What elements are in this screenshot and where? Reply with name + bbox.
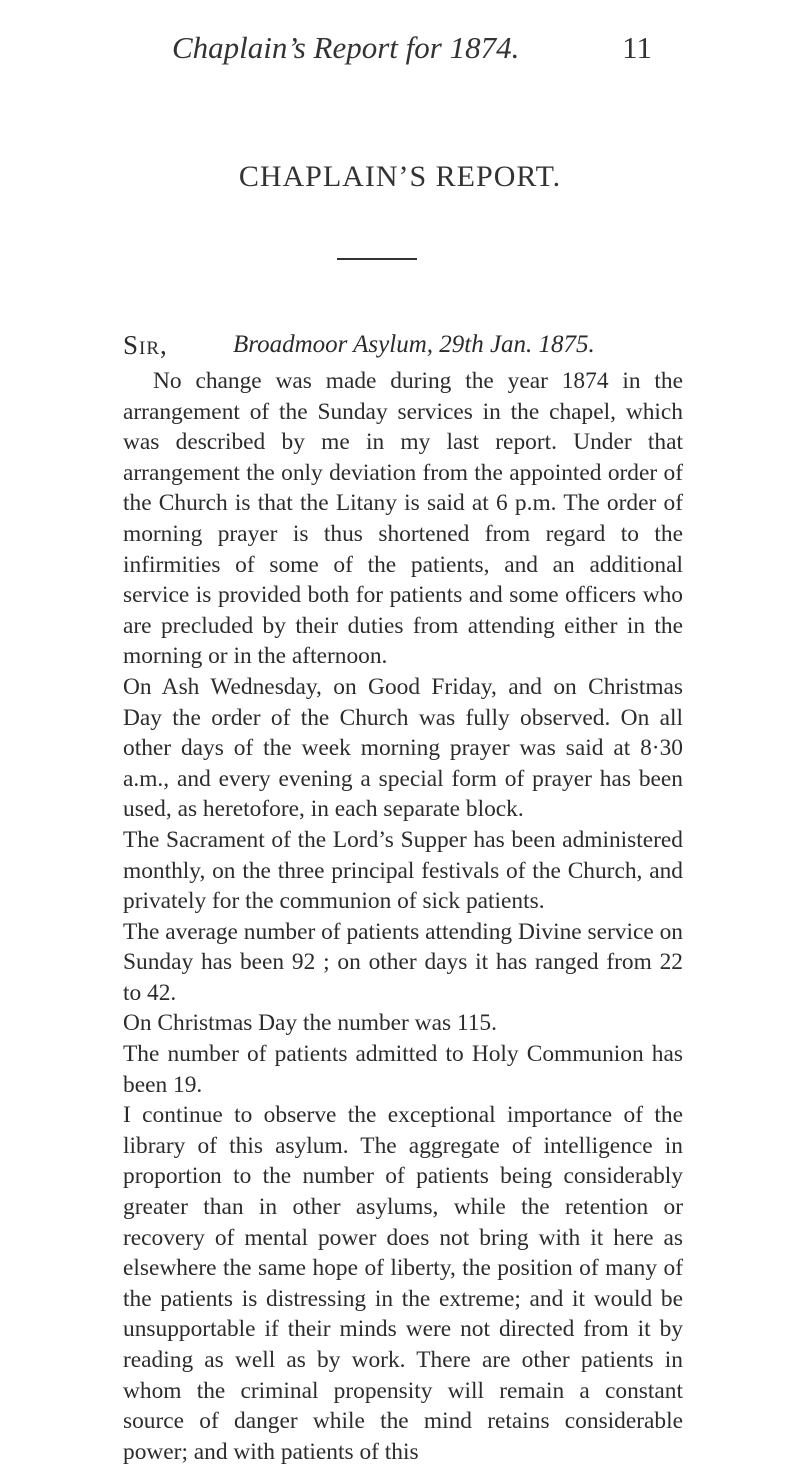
page-number: 11 <box>622 30 652 65</box>
heading-divider <box>337 258 417 260</box>
running-head <box>172 30 652 66</box>
place-and-date: Broadmoor Asylum, 29th Jan. 1875. <box>233 331 595 358</box>
report-body <box>123 366 683 1467</box>
paragraph-2: On Ash Wednesday, on Good Friday, and on Christmas Day the order of the Church was fully observed. On all other days of the week morning prayer was said at 8·30 a.m., and every evening a special form of prayer has been used, as heretofore, in each separate block. <box>123 673 683 823</box>
paragraph-5: On Christmas Day the number was 115. <box>123 1010 497 1037</box>
paragraph-6: The number of patients admitted to Holy Communion has been 19. <box>123 1041 683 1098</box>
paragraph-1: No change was made during the year 1874 in the arrangement of the Sunday services in the chapel, which was described by me in my last report. Under that arrangement the only deviation from the appointed order of the Church is that the Litany is said at 6 p.m. The order of morning prayer is thus shortened from regard to the infirmities of some of the patients, and an additional service is provided both for patients and some officers who are precluded by their duties from attending either in the morning or in the afternoon. <box>123 368 683 670</box>
paragraph-3: The Sacrament of the Lord’s Supper has been administered monthly, on the three principal festivals of the Church, and privately for the communion of sick patients. <box>123 826 683 915</box>
salutation: Sir, <box>123 330 168 360</box>
paragraph-4: The average number of patients attending Divine service on Sunday has been 92 ; on other days it has ranged from 22 to 42. <box>123 918 683 1006</box>
paragraph-7: I continue to observe the exceptional importance of the library of this asylum. The aggregate of intelligence in proportion to the number of patients being considerably greater than in other asylums, while the retention or recovery of mental power does not bring with it here as elsewhere the same hope of liberty, the position of many of the patients is distressing in the extreme; and it would be unsupportable if their minds were not directed from it by reading as well as by work. There are other patients in whom the criminal propensity will remain a constant source of danger while the mind retains considerable power; and with patients of this <box>123 1102 683 1465</box>
dateline-row <box>123 330 683 362</box>
running-head-title: Chaplain’s Report for 1874. <box>172 30 520 65</box>
report-heading: CHAPLAIN’S REPORT. <box>238 160 562 193</box>
